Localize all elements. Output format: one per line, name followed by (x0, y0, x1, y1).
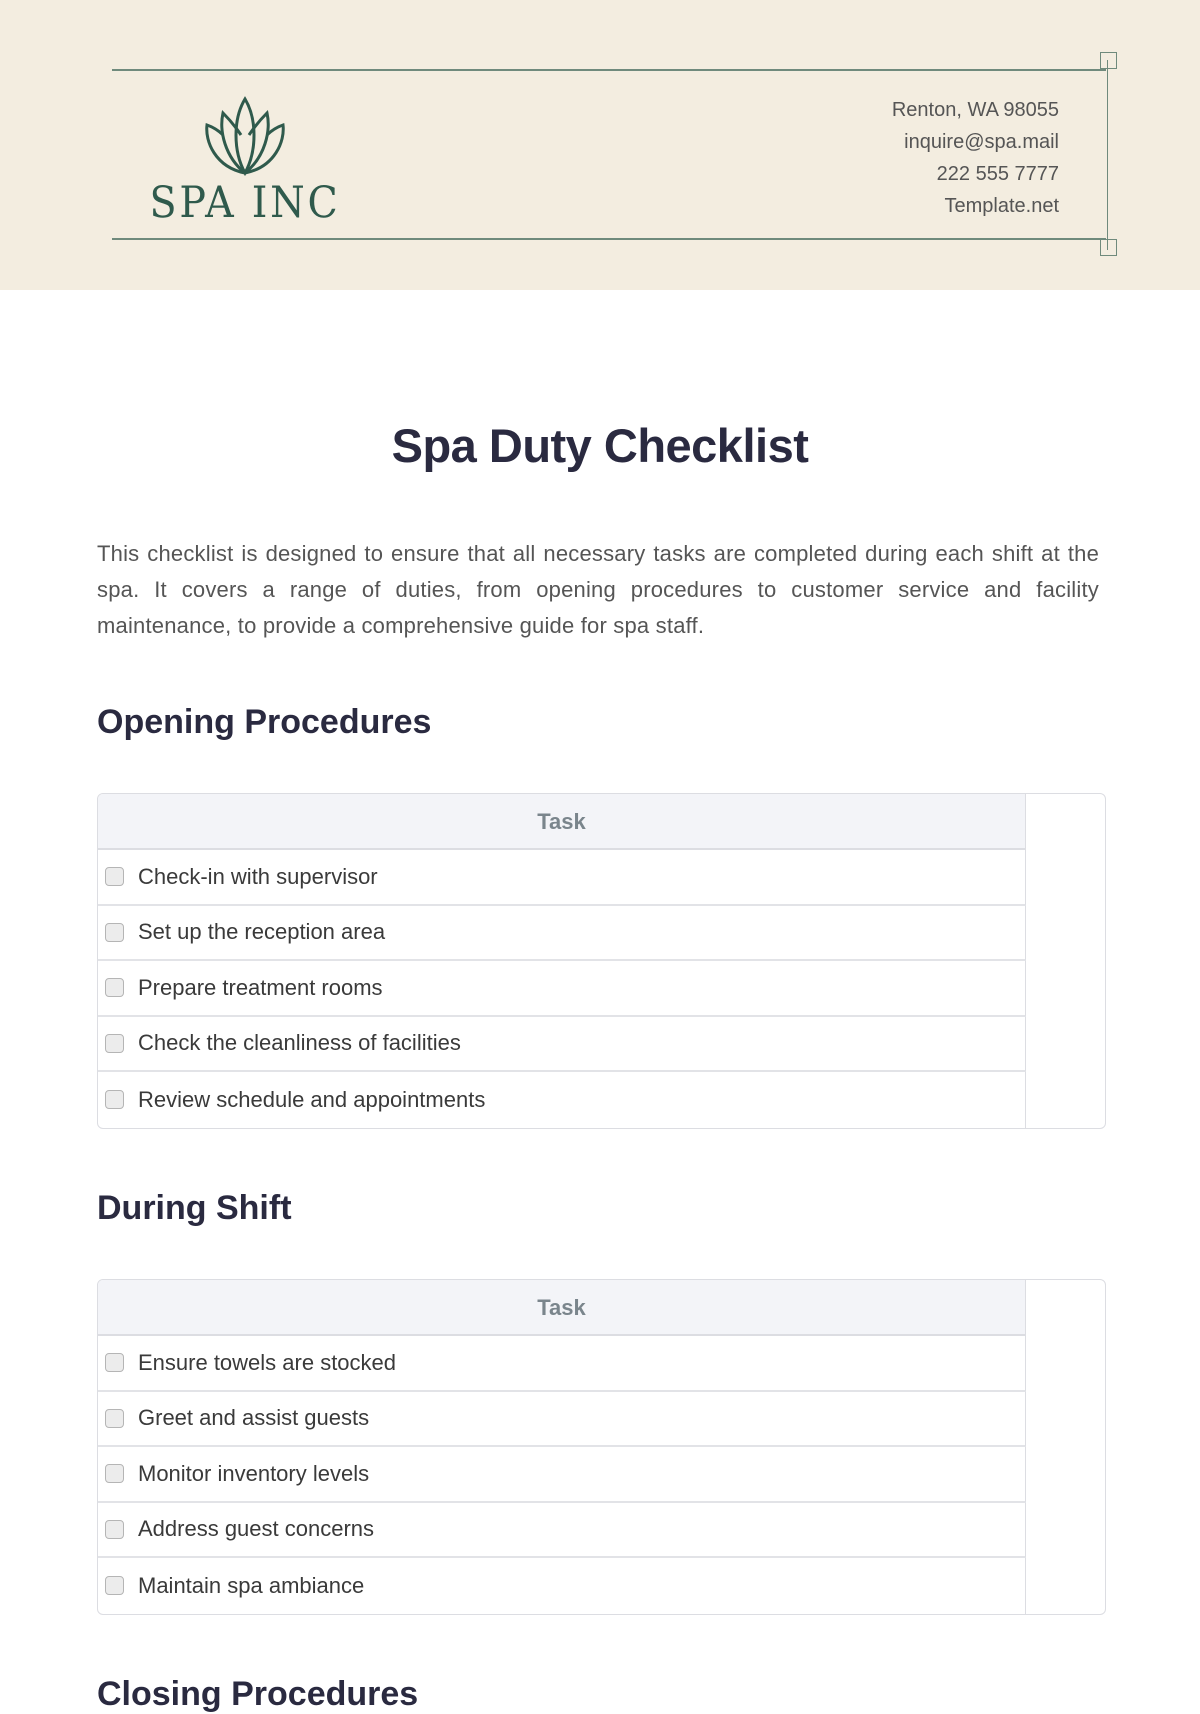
intro-paragraph: This checklist is designed to ensure that all necessary tasks are completed during each shift at the spa. It covers a range of duties, from opening procedures to customer service and facility maintenance, to provide a comprehensive guide for spa staff. (97, 541, 1099, 638)
logo (140, 95, 350, 228)
phone: 222 555 7777 (936, 163, 1059, 185)
task-label: Maintain spa ambiance (138, 1572, 365, 1598)
table-row (98, 850, 1026, 906)
divider (112, 238, 1106, 240)
email: inquire@spa.mail (904, 131, 1059, 153)
section-heading: Opening Procedures (97, 703, 432, 741)
task-label: Address guest concerns (138, 1516, 375, 1542)
table-row (98, 961, 1026, 1017)
address: Renton, WA 98055 (891, 99, 1059, 121)
checkbox[interactable] (105, 1409, 124, 1428)
logo-text: SPA INC (149, 178, 341, 228)
checklist-table (97, 1279, 1106, 1615)
column-header: Task (98, 794, 1026, 850)
checklist-table (97, 793, 1106, 1129)
contact-info (892, 94, 1059, 222)
table-row (98, 1447, 1026, 1503)
website: Template.net (944, 195, 1059, 217)
checkbox[interactable] (105, 1464, 124, 1483)
checkbox[interactable] (105, 923, 124, 942)
letterhead (0, 0, 1200, 290)
task-label: Greet and assist guests (138, 1405, 370, 1431)
table-row (98, 1558, 1026, 1614)
divider (112, 69, 1106, 71)
checkbox[interactable] (105, 1576, 124, 1595)
table-row (98, 1072, 1026, 1128)
task-label: Monitor inventory levels (138, 1460, 370, 1486)
checkbox[interactable] (105, 867, 124, 886)
section-heading: During Shift (97, 1189, 292, 1227)
divider (1107, 60, 1108, 250)
corner-square (1100, 239, 1117, 256)
table-row (98, 1336, 1026, 1392)
checkbox[interactable] (105, 1520, 124, 1539)
table-row (98, 1503, 1026, 1559)
corner-square (1100, 52, 1117, 69)
task-label: Ensure towels are stocked (138, 1349, 397, 1375)
checkbox[interactable] (105, 1034, 124, 1053)
page-title: Spa Duty Checklist (391, 419, 809, 472)
checkbox[interactable] (105, 1090, 124, 1109)
table-row (98, 1017, 1026, 1073)
task-label: Review schedule and appointments (138, 1086, 486, 1112)
table-row (98, 1392, 1026, 1448)
checkbox[interactable] (105, 1353, 124, 1372)
task-label: Set up the reception area (138, 919, 386, 945)
task-label: Check-in with supervisor (138, 863, 378, 889)
section-heading: Closing Procedures (97, 1675, 419, 1713)
column-header: Task (98, 1280, 1026, 1336)
task-label: Prepare treatment rooms (138, 974, 383, 1000)
lotus-icon (185, 95, 305, 177)
task-label: Check the cleanliness of facilities (138, 1030, 461, 1056)
checkbox[interactable] (105, 978, 124, 997)
table-row (98, 906, 1026, 962)
